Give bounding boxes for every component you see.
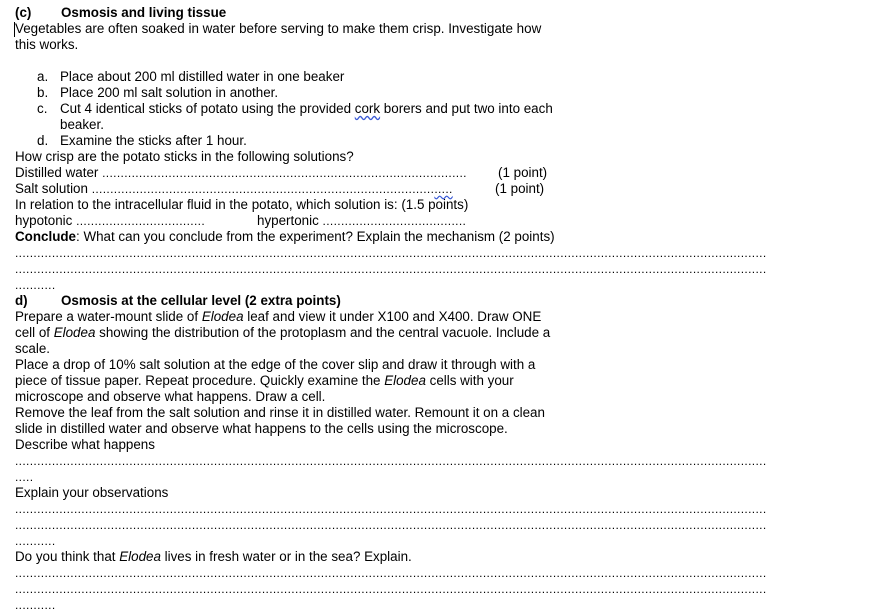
conclude-bold: Conclude	[15, 229, 77, 244]
procedure-step-c	[15, 101, 590, 117]
crisp-question	[15, 149, 590, 165]
hypertonic-label: hypertonic	[257, 213, 319, 228]
section-d-heading	[15, 293, 590, 309]
spelling-flagged-dots[interactable]: .....	[434, 182, 453, 196]
para1-line1: Prepare a water-mount slide of Elodea leaf and view it under X100 and X400. Draw ONE	[15, 309, 542, 324]
answer-line[interactable]: .....	[15, 470, 34, 484]
points-label: (1 point)	[498, 165, 548, 180]
step-text: Examine the sticks after 1 hour.	[60, 133, 247, 148]
points-label: (1 point)	[495, 181, 545, 196]
intro-line-2	[15, 37, 590, 53]
tonicity-answer-line[interactable]	[15, 213, 590, 229]
intro-line-1[interactable]	[15, 21, 590, 37]
answer-dots[interactable]: ...................................................................................................	[102, 166, 467, 180]
step-marker: d.	[37, 133, 49, 148]
para3-line3: Describe what happens	[15, 437, 155, 452]
section-d-title: Osmosis at the cellular level (2 extra points)	[61, 293, 341, 308]
step-text: Cut 4 identical sticks of potato using the provided	[60, 101, 355, 116]
answer-dots[interactable]: .............................................................................................	[91, 182, 435, 196]
para1-line3: scale.	[15, 341, 50, 356]
explain-observations	[15, 485, 590, 501]
answer-dots[interactable]: .......................................	[322, 214, 467, 228]
para2-line3: microscope and observe what happens. Draw a cell.	[15, 389, 326, 404]
hypotonic-label: hypotonic	[15, 213, 73, 228]
answer-line[interactable]: ...........	[15, 534, 56, 548]
step-marker: c.	[37, 101, 48, 116]
step-text: Place about 200 ml distilled water in one beaker	[60, 69, 345, 84]
crisp-question-text: How crisp are the potato sticks in the following solutions?	[15, 149, 354, 164]
procedure-step-a	[15, 69, 590, 85]
para2-line1: Place a drop of 10% salt solution at the edge of the cover slip and draw it through with a	[15, 357, 536, 372]
para2-line2: piece of tissue paper. Repeat procedure. Quickly examine the Elodea cells with your	[15, 373, 514, 388]
step-text: beaker.	[60, 117, 104, 132]
answer-line[interactable]: ............................................................................................................................................................................................................	[15, 502, 767, 516]
spelling-flagged-word[interactable]: cork	[354, 101, 381, 116]
procedure-step-d	[15, 133, 590, 149]
step-marker: b.	[37, 85, 49, 100]
section-d-label: d)	[15, 293, 28, 308]
salt-label: Salt solution	[15, 181, 88, 196]
worksheet-page	[15, 5, 767, 613]
answer-line[interactable]: ............................................................................................................................................................................................................	[15, 518, 767, 532]
answer-line[interactable]: ............................................................................................................................................................................................................	[15, 262, 767, 276]
species-name: Elodea	[384, 373, 426, 388]
intro-text-2: this works.	[15, 37, 79, 52]
salt-answer-line[interactable]	[15, 181, 590, 197]
answer-line[interactable]: ............................................................................................................................................................................................................	[15, 454, 767, 468]
distilled-label: Distilled water	[15, 165, 99, 180]
sea-question: Do you think that Elodea lives in fresh water or in the sea? Explain.	[15, 549, 412, 564]
procedure-step-c-cont	[15, 117, 590, 133]
step-marker: a.	[37, 69, 49, 84]
step-text: Place 200 ml salt solution in another.	[60, 85, 279, 100]
distilled-answer-line[interactable]	[15, 165, 590, 181]
relation-question	[15, 197, 590, 213]
intro-text-1: Vegetables are often soaked in water before serving to make them crisp. Investigate how	[15, 21, 542, 36]
relation-question-text: In relation to the intracellular fluid in the potato, which solution is: (1.5 points)	[15, 197, 469, 212]
answer-line[interactable]: ............................................................................................................................................................................................................	[15, 566, 767, 580]
conclude-question	[15, 229, 590, 245]
section-c-label: (c)	[15, 5, 32, 20]
blank-line	[15, 53, 590, 69]
section-c-title: Osmosis and living tissue	[61, 5, 227, 20]
species-name: Elodea	[119, 549, 161, 564]
section-c-heading	[15, 5, 590, 21]
procedure-step-b	[15, 85, 590, 101]
answer-line[interactable]: ............................................................................................................................................................................................................	[15, 582, 767, 596]
text-cursor	[14, 22, 15, 37]
explain-observations-text: Explain your observations	[15, 485, 169, 500]
answer-dots[interactable]: ...................................	[76, 214, 206, 228]
para1-line2: cell of Elodea showing the distribution of the protoplasm and the central vacuole. Include a	[15, 325, 551, 340]
answer-line[interactable]: ...........	[15, 598, 56, 612]
species-name: Elodea	[201, 309, 244, 324]
para3-line2: slide in distilled water and observe what happens to the cells using the microscope.	[15, 421, 508, 436]
procedure-list	[15, 69, 590, 149]
conclude-text: : What can you conclude from the experiment? Explain the mechanism (2 points)	[76, 229, 555, 244]
para3-line1: Remove the leaf from the salt solution and rinse it in distilled water. Remount it on a clean	[15, 405, 545, 420]
answer-line[interactable]: ............................................................................................................................................................................................................	[15, 246, 767, 260]
species-name: Elodea	[53, 325, 96, 340]
step-text: borers and put two into each	[380, 101, 553, 116]
answer-line[interactable]: ...........	[15, 278, 56, 292]
